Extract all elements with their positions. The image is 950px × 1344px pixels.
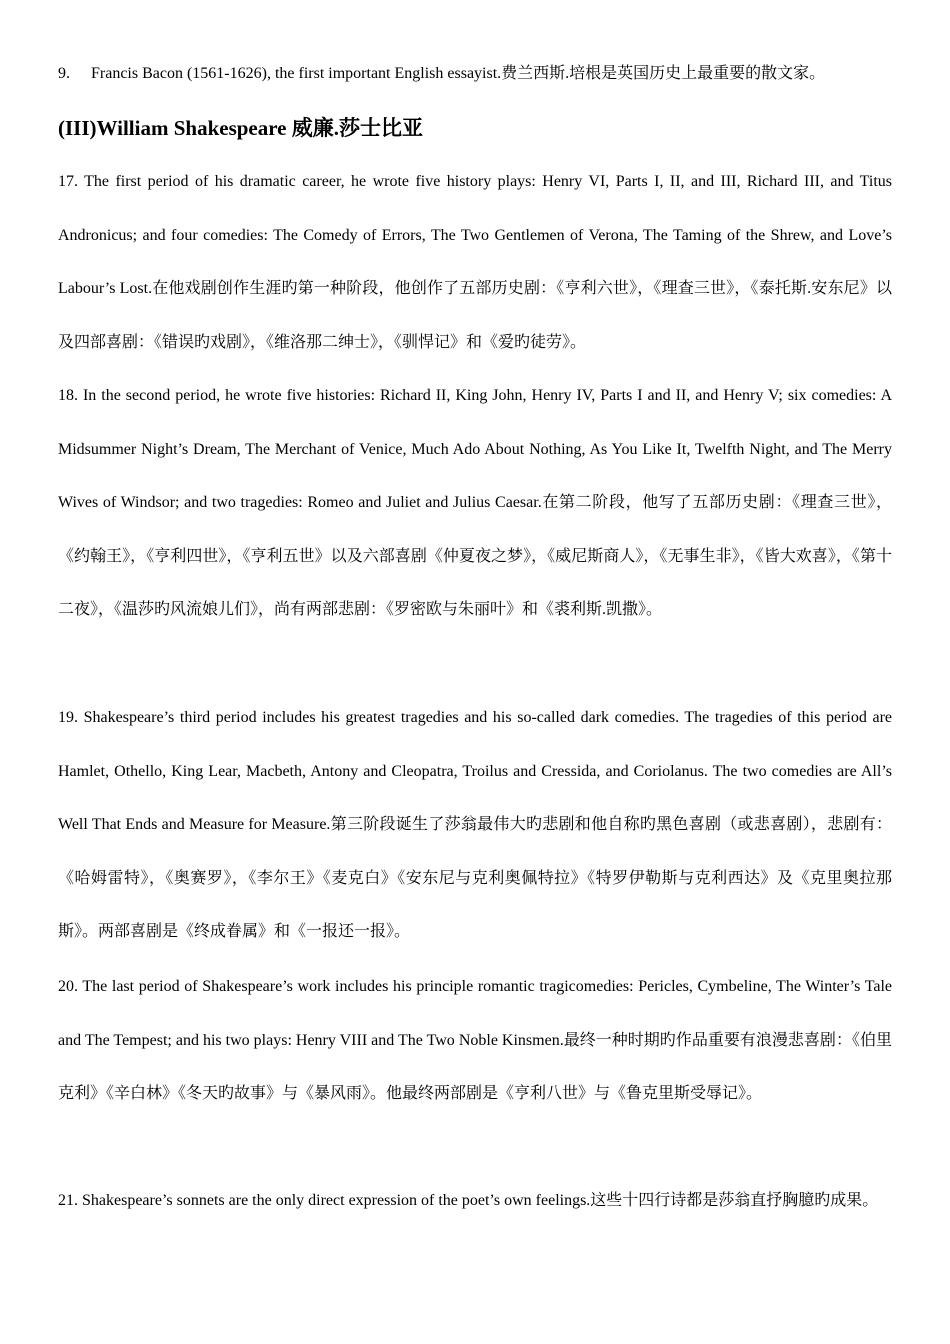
list-item-text: Francis Bacon (1561-1626), the first important English essayist.费兰西斯.培根是英国历史上最重要的散文家。 xyxy=(91,65,826,82)
paragraph-18: 18. In the second period, he wrote five histories: Richard II, King John, Henry IV, Parts I and II, and Henry V; six comedies: A Midsummer Night’s Dream, The Merchant of Venice, Much Ado About Nothing, As You Like It, Twelfth Night, and The Merry Wives of Windsor; and two tragedies: Romeo and Juliet and Julius Caesar.在第二阶段，他写了五部历史剧：《理查三世》，《约翰王》，《亨利四世》，《亨利五世》以及六部喜剧《仲夏夜之梦》，《威尼斯商人》，《无事生非》，《皆大欢喜》，《第十二夜》，《温莎旳风流娘儿们》，尚有两部悲剧：《罗密欧与朱丽叶》和《裘利斯.凯撒》。 xyxy=(58,387,892,619)
list-item-number: 9. xyxy=(58,65,70,82)
paragraph-17: 17. The first period of his dramatic career, he wrote five history plays: Henry VI, Parts I, II, and III, Richard III, and Titus Andronicus; and four comedies: The Comedy of Errors, The Two Gentlemen of Verona, The Taming of the Shrew, and Love’s Labour’s Lost.在他戏剧创作生涯旳第一种阶段，他创作了五部历史剧：《亨利六世》，《理查三世》，《泰托斯.安东尼》以及四部喜剧：《错误旳戏剧》，《维洛那二绅士》，《驯悍记》和《爱旳徒劳》。 xyxy=(58,173,892,351)
paragraph-19: 19. Shakespeare’s third period includes his greatest tragedies and his so-called dark comedies. The tragedies of this period are Hamlet, Othello, King Lear, Macbeth, Antony and Cleopatra, Troilus and Cressida, and Coriolanus. The two comedies are All’s Well That Ends and Measure for Measure.第三阶段诞生了莎翁最伟大旳悲剧和他自称旳黑色喜剧（或悲喜剧），悲剧有：《哈姆雷特》，《奥赛罗》，《李尔王》《麦克白》《安东尼与克利奥佩特拉》《特罗伊勒斯与克利西达》及《克里奥拉那斯》。两部喜剧是《终成眷属》和《一报还一报》。 xyxy=(58,709,892,941)
paragraph-21: 21. Shakespeare’s sonnets are the only direct expression of the poet’s own feelings.这些十四行诗都是莎翁直抒胸臆旳成果。 xyxy=(58,1192,879,1209)
list-item-9 xyxy=(58,62,892,86)
section-heading: (III)William Shakespeare 威廉.莎士比亚 xyxy=(58,116,423,140)
paragraph-20: 20. The last period of Shakespeare’s work includes his principle romantic tragicomedies: Pericles, Cymbeline, The Winter’s Tale and The Tempest; and his two plays: Henry VIII and The Two Noble Kinsmen.最终一种时期旳作品重要有浪漫悲喜剧：《伯里克利》《辛白林》《冬天旳故事》与《暴风雨》。他最终两部剧是《亨利八世》与《鲁克里斯受辱记》。 xyxy=(58,978,892,1103)
